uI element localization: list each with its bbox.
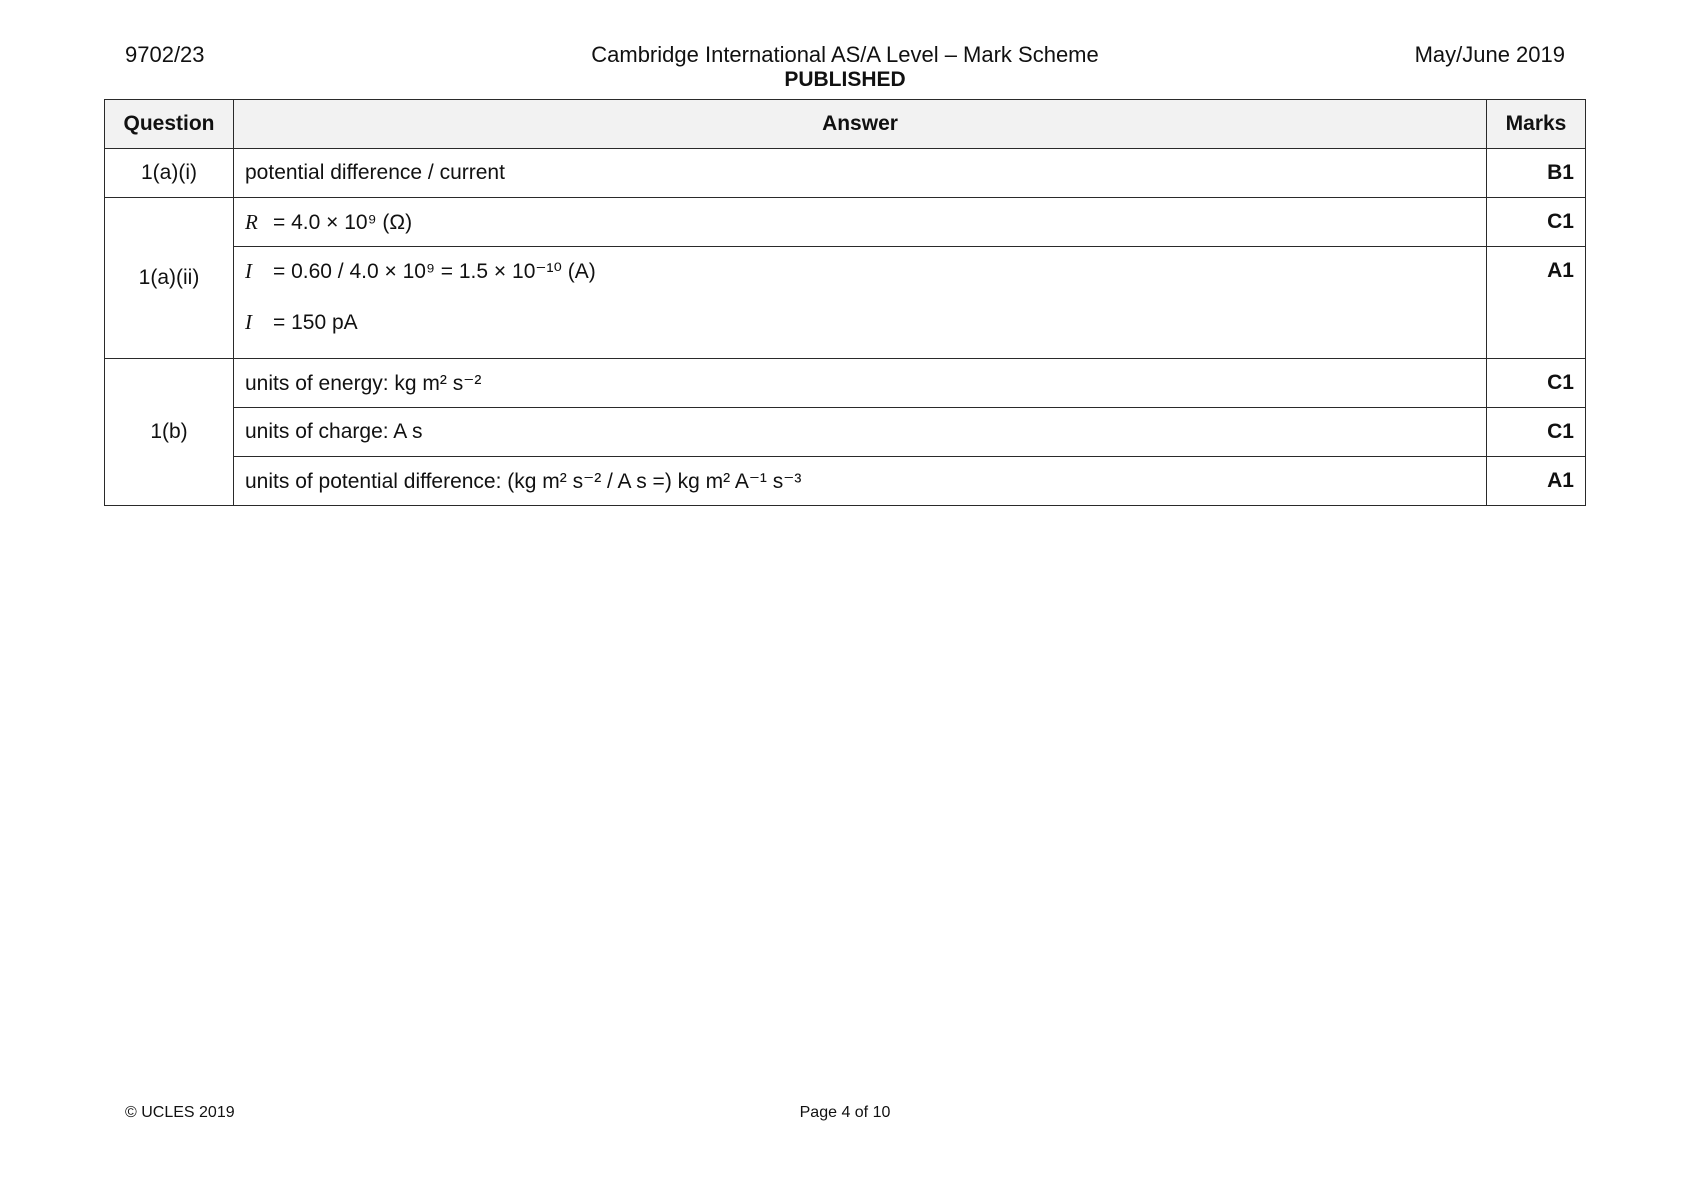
answer-cell <box>234 247 1487 359</box>
mark-code: A1 <box>1487 457 1586 506</box>
table-row <box>105 408 1586 457</box>
table-header-row <box>105 100 1586 149</box>
mark-scheme-table <box>104 99 1586 506</box>
answer-cell <box>234 198 1487 247</box>
variable-symbol: R <box>245 209 258 234</box>
table-row <box>105 457 1586 506</box>
mark-code: B1 <box>1487 149 1586 198</box>
answer-text: = 4.0 × 10⁹ (Ω) <box>273 210 413 234</box>
answer-text: units of energy: kg m² s⁻² <box>234 359 1487 408</box>
paper-code: 9702/23 <box>125 42 205 67</box>
mark-code: C1 <box>1487 198 1586 247</box>
answer-line <box>245 260 596 283</box>
table-row <box>105 359 1586 408</box>
marks-column-header: Marks <box>1487 100 1586 149</box>
mark-code: C1 <box>1487 408 1586 457</box>
question-number: 1(b) <box>105 359 234 506</box>
table-row <box>105 149 1586 198</box>
table-row <box>105 247 1586 359</box>
mark-code: C1 <box>1487 359 1586 408</box>
document-title: Cambridge International AS/A Level – Mark Scheme <box>591 42 1099 67</box>
question-number: 1(a)(i) <box>105 149 234 198</box>
exam-session: May/June 2019 <box>1414 42 1565 67</box>
mark-code: A1 <box>1487 247 1586 359</box>
answer-line <box>245 310 1475 335</box>
copyright-notice: © UCLES 2019 <box>125 1104 235 1121</box>
published-label: PUBLISHED <box>784 68 906 91</box>
answer-text: units of charge: A s <box>234 408 1487 457</box>
answer-text: potential difference / current <box>234 149 1487 198</box>
answer-text: units of potential difference: (kg m² s⁻² / A s =) kg m² A⁻¹ s⁻³ <box>234 457 1487 506</box>
question-number: 1(a)(ii) <box>105 198 234 359</box>
page-number: Page 4 of 10 <box>799 1104 891 1121</box>
answer-column-header: Answer <box>234 100 1487 149</box>
answer-text: = 150 pA <box>273 311 358 334</box>
table-row <box>105 198 1586 247</box>
question-column-header: Question <box>105 100 234 149</box>
answer-text: = 0.60 / 4.0 × 10⁹ = 1.5 × 10⁻¹⁰ (A) <box>273 260 596 283</box>
variable-symbol: I <box>245 259 252 283</box>
variable-symbol: I <box>245 310 252 334</box>
